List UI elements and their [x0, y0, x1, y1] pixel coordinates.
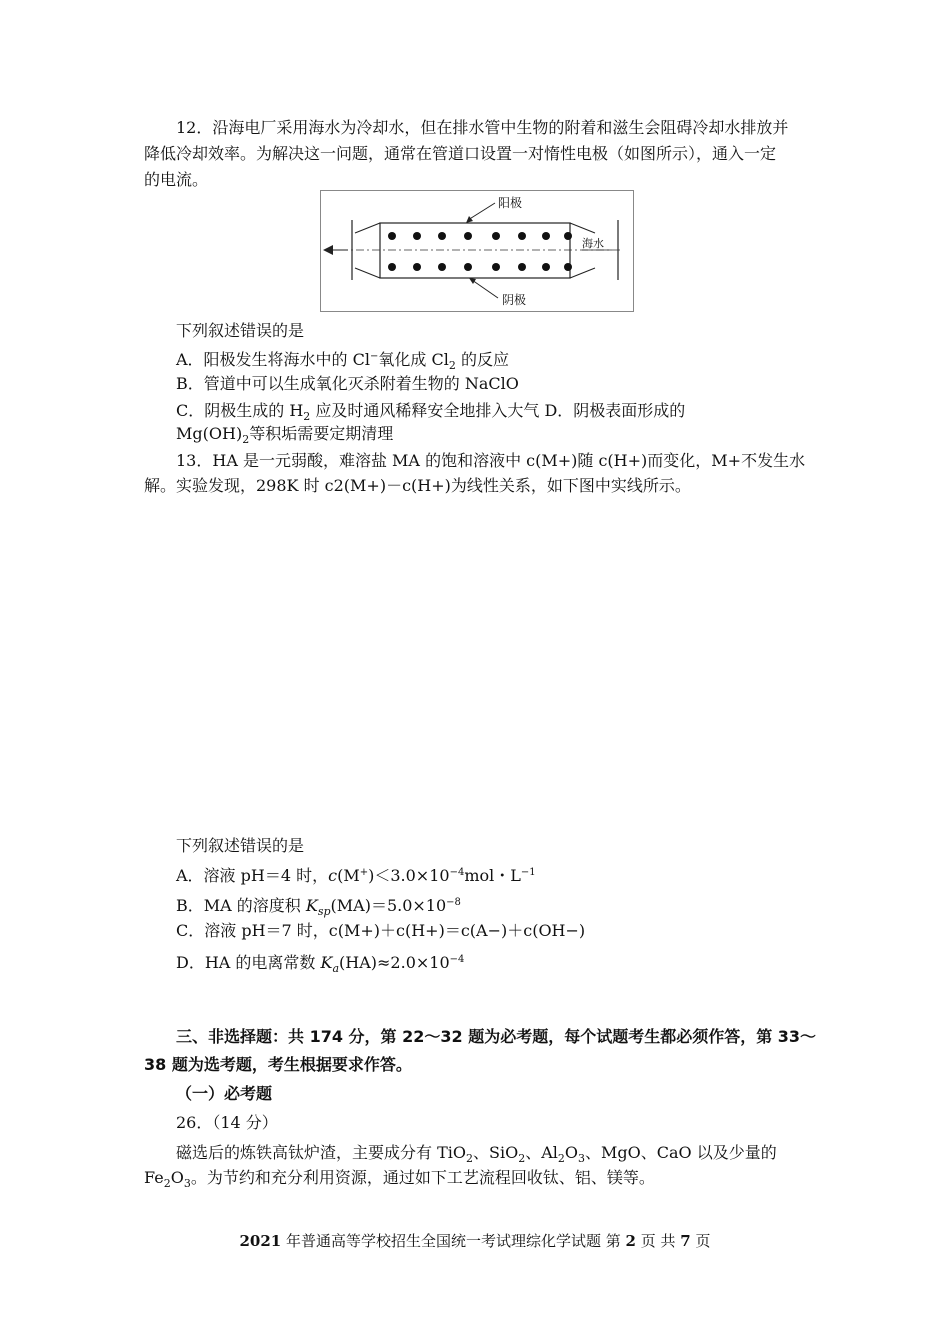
electrode-pipe-diagram: [320, 190, 634, 312]
q26-sub-a: 2: [466, 1152, 473, 1165]
q13-option-a-unitexp: −1: [520, 867, 536, 878]
q12-option-a-sub: 2: [448, 359, 456, 372]
q13-option-d-sub: a: [332, 962, 340, 975]
q12-option-a-post: 的反应: [455, 350, 509, 369]
page-footer: [0, 1230, 950, 1251]
q13-option-d-mid: (HA)≈2.0×10: [339, 953, 450, 972]
q26-line2: [144, 1168, 655, 1194]
footer-text3: 页: [690, 1232, 711, 1250]
q26-text-d: 、Al: [525, 1143, 558, 1162]
q12-option-c-text: C．阴极生成的 H: [176, 401, 304, 420]
q13-prompt: 下列叙述错误的是: [176, 836, 305, 855]
q13-option-d-k: K: [320, 953, 333, 972]
q13-option-b-k: K: [305, 896, 318, 915]
q13-option-a-text: A．溶液 pH＝4 时，: [176, 866, 329, 885]
q26-line1-post: 、MgO、CaO 以及少量的: [585, 1143, 777, 1162]
q12-prompt: 下列叙述错误的是: [176, 321, 305, 340]
q13-option-a-exp: −4: [449, 867, 465, 878]
section3-line2: 38 题为选考题，考生根据要求作答。: [144, 1055, 412, 1074]
q12-option-c-sub: 2: [303, 410, 311, 423]
q13-line2: 解。实验发现，298K 时 c2(M+)－c(H+)为线性关系，如下图中实线所示。: [144, 476, 691, 495]
q12-option-a-sup: −: [370, 351, 379, 362]
q26-sub-e: 2: [557, 1152, 565, 1165]
q13-option-a-m2: )＜3.0×10: [368, 866, 450, 885]
q26-text-f: O: [564, 1143, 579, 1162]
q13-option-d-text: D．HA 的电离常数: [176, 953, 321, 972]
q13-option-a-m1: (M: [337, 866, 360, 885]
q26-line2-text-b: O: [170, 1168, 184, 1187]
footer-text2: 页 共: [635, 1232, 681, 1250]
footer-page-number: 2: [625, 1232, 636, 1250]
q26-text-b: 、SiO: [473, 1143, 519, 1162]
section3-subheading: （一）必考题: [176, 1084, 273, 1103]
q26-line2-sub-c: 3: [183, 1177, 191, 1190]
q12-option-a: [176, 347, 509, 376]
q12-option-c-post: 应及时通风稀释安全地排入大气 D．阴极表面形成的: [310, 401, 686, 420]
q26-line2-text: Fe: [144, 1168, 164, 1187]
q26-line2-sub-a: 2: [163, 1177, 171, 1190]
q26-heading: 26．（14 分）: [176, 1113, 278, 1132]
q26-line1: [176, 1143, 777, 1169]
q13-option-b: [176, 893, 461, 922]
q26-line2-post: 。为节约和充分利用资源，通过如下工艺流程回收钛、铝、镁等。: [190, 1168, 655, 1187]
anode-label: 阳极: [498, 196, 523, 210]
q13-option-a-unit: mol・L: [464, 866, 521, 885]
q12-line1: 12．沿海电厂采用海水为冷却水，但在排水管中生物的附着和滋生会阻碍冷却水排放并: [176, 118, 789, 137]
q13-option-d: [176, 950, 464, 979]
q13-line1: 13．HA 是一元弱酸，难溶盐 MA 的饱和溶液中 c(M+)随 c(H+)而变化，M+不发生水: [176, 451, 806, 470]
q13-option-a-c: c: [328, 866, 338, 885]
q13-option-b-text: B．MA 的溶度积: [176, 896, 306, 915]
q12-line3: 的电流。: [144, 170, 209, 189]
q12-option-d-text: Mg(OH): [176, 424, 243, 443]
q12-option-b: B．管道中可以生成氧化灭杀附着生物的 NaClO: [176, 374, 519, 393]
q12-option-a-mid: 氧化成 Cl: [378, 350, 449, 369]
q13-option-b-mid: (MA)＝5.0×10: [330, 896, 447, 915]
q13-option-a: [176, 863, 536, 886]
q13-option-a-plus: +: [359, 867, 369, 878]
section3-line1: 三、非选择题：共 174 分，第 22～32 题为必考题，每个试题考生都必须作答，第 33～: [176, 1027, 817, 1046]
footer-text1: 年普通高等学校招生全国统一考试理综化学试题 第: [281, 1232, 626, 1250]
q12-option-d-sub: 2: [242, 433, 250, 446]
q13-option-d-exp: −4: [449, 954, 465, 965]
q12-option-a-text: A．阳极发生将海水中的 Cl: [176, 350, 371, 369]
q12-option-d: [176, 424, 393, 450]
footer-total-pages: 7: [680, 1232, 691, 1250]
q13-option-b-sub: sp: [317, 905, 331, 918]
q12-option-d-post: 等积垢需要定期清理: [249, 424, 394, 443]
seawater-label: 海水: [582, 237, 604, 250]
footer-year: 2021: [239, 1232, 282, 1250]
q13-option-c: C．溶液 pH＝7 时，c(M+)＋c(H+)＝c(A−)＋c(OH−): [176, 921, 586, 940]
q26-sub-g: 3: [578, 1152, 586, 1165]
cathode-label: 阴极: [502, 293, 527, 307]
q13-option-b-exp: −8: [446, 897, 461, 908]
q12-line2: 降低冷却效率。为解决这一问题，通常在管道口设置一对惰性电极（如图所示），通入一定: [144, 144, 777, 163]
q26-line1-text: 磁选后的炼铁高钛炉渣，主要成分有 TiO: [176, 1143, 466, 1162]
q26-sub-c: 2: [518, 1152, 526, 1165]
